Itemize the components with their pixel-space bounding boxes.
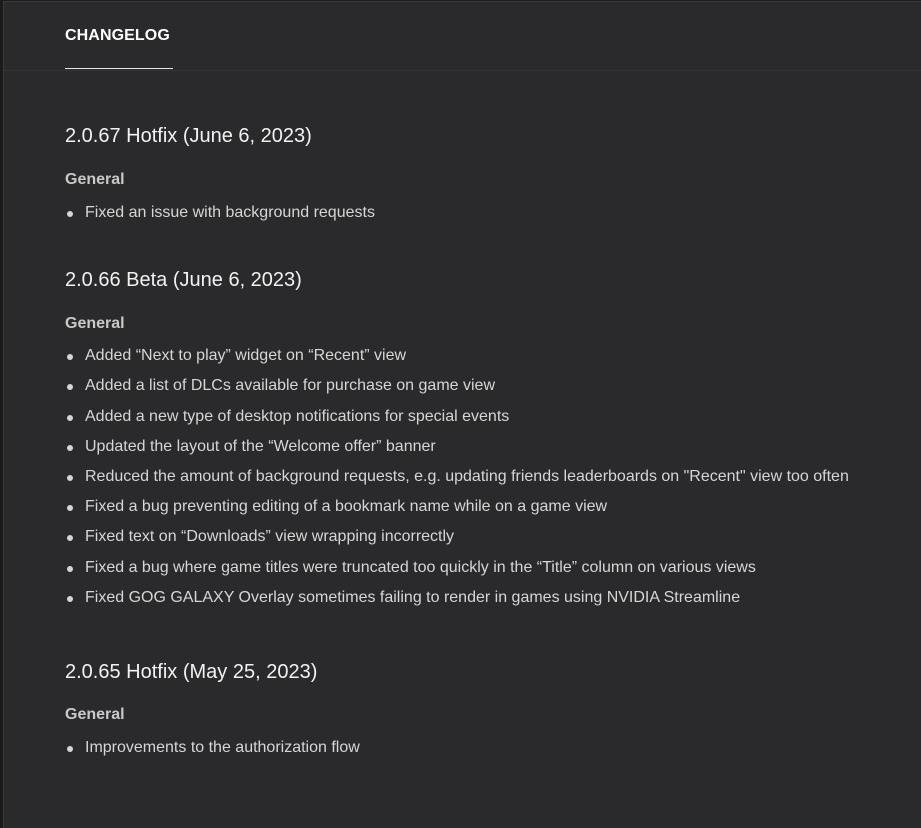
- list-item: Fixed GOG GALAXY Overlay sometimes failing to render in games using NVIDIA Streamline: [65, 583, 915, 613]
- changelog-panel: [3, 1, 921, 828]
- list-item: Fixed a bug preventing editing of a bookmark name while on a game view: [65, 492, 915, 522]
- list-item: Reduced the amount of background requests, e.g. updating friends leaderboards on "Recent" view too often: [65, 462, 915, 492]
- list-item: Improvements to the authorization flow: [65, 733, 915, 763]
- release-entry: [65, 70, 915, 228]
- tab-bar: [4, 2, 921, 71]
- section-title: General: [65, 171, 125, 188]
- tab-changelog[interactable]: CHANGELOG: [65, 27, 173, 69]
- change-list: [65, 341, 915, 613]
- list-item: Fixed text on “Downloads” view wrapping incorrectly: [65, 522, 915, 552]
- section-title: General: [65, 315, 125, 333]
- release-entry: [65, 228, 915, 613]
- release-title: 2.0.66 Beta (June 6, 2023): [65, 269, 302, 292]
- list-item: Added a new type of desktop notifications for special events: [65, 402, 915, 432]
- change-list: [65, 198, 915, 228]
- release-entry: [65, 613, 915, 763]
- changelog-content: [65, 70, 915, 763]
- release-title: 2.0.65 Hotfix (May 25, 2023): [65, 660, 318, 683]
- list-item: Added a list of DLCs available for purchase on game view: [65, 371, 915, 401]
- list-item: Fixed an issue with background requests: [65, 198, 915, 228]
- list-item: Updated the layout of the “Welcome offer” banner: [65, 432, 915, 462]
- release-title: 2.0.67 Hotfix (June 6, 2023): [65, 125, 312, 147]
- section-title: General: [65, 705, 125, 723]
- change-list: [65, 733, 915, 763]
- list-item: Added “Next to play” widget on “Recent” view: [65, 341, 915, 371]
- list-item: Fixed a bug where game titles were truncated too quickly in the “Title” column on various views: [65, 553, 915, 583]
